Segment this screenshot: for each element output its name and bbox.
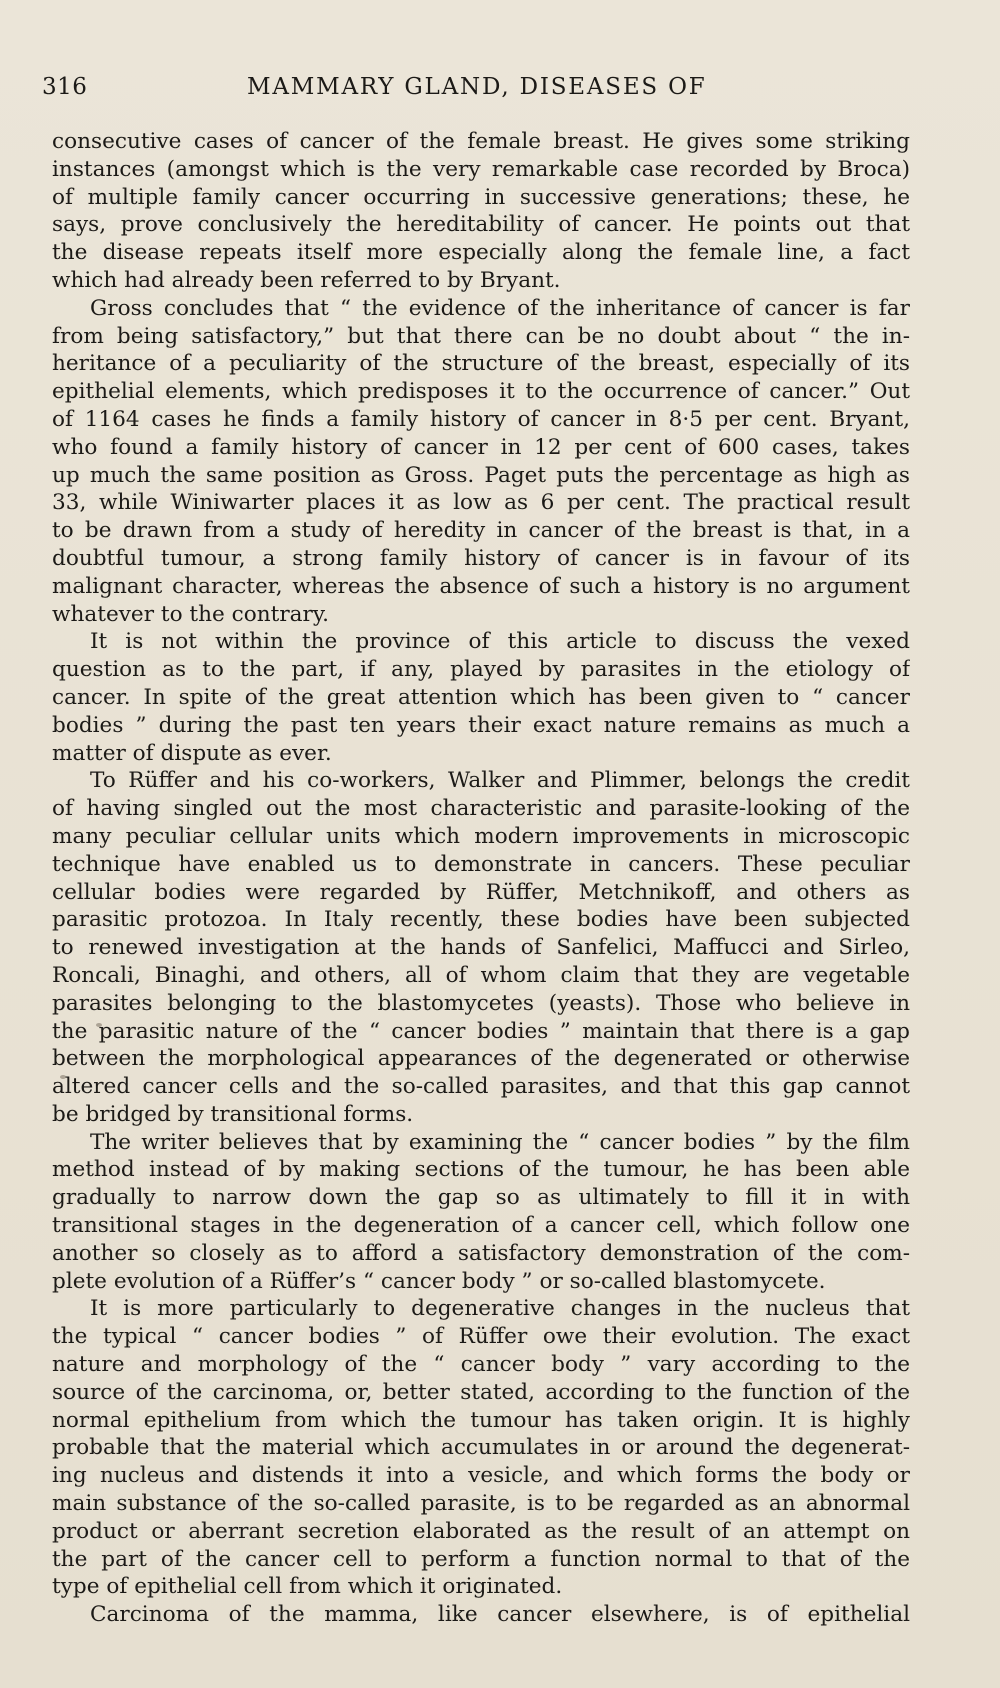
text-line: cellular bodies were regarded by Rüffer, Metchnikoff, and others as <box>52 879 910 905</box>
text-line: It is more particularly to degenerative changes in the nucleus that <box>90 1296 910 1322</box>
text-line: ing nucleus and distends it into a vesicle, and which forms the body or <box>52 1463 910 1489</box>
text-line: technique have enabled us to demonstrate in cancers. These peculiar <box>52 851 910 877</box>
text-line: up much the same position as Gross. Paget puts the percentage as high as <box>52 462 910 488</box>
text-line: the parasitic nature of the “ cancer bodies ” maintain that there is a gap <box>52 1018 910 1044</box>
text-line: method instead of by making sections of the tumour, he has been able <box>52 1157 910 1183</box>
text-line: the part of the cancer cell to perform a function normal to that of the <box>52 1546 910 1572</box>
text-line: another so closely as to afford a satisfactory demonstration of the com- <box>52 1240 910 1266</box>
text-line: question as to the part, if any, played by parasites in the etiology of <box>52 657 910 683</box>
page-number: 316 <box>42 74 88 100</box>
text-line: 33, while Winiwarter places it as low as 6 per cent. The practical result <box>52 490 910 516</box>
text-line: the disease repeats itself more especially along the female line, a fact <box>52 240 910 266</box>
text-line: of multiple family cancer occurring in successive generations; these, he <box>52 184 910 210</box>
text-line: type of epithelial cell from which it originated. <box>52 1574 563 1600</box>
text-line: parasites belonging to the blastomycetes (yeasts). Those who believe in <box>52 990 910 1016</box>
text-line: source of the carcinoma, or, better stated, according to the function of the <box>52 1379 910 1405</box>
page-header <box>42 74 922 114</box>
ink-spot <box>96 1023 102 1027</box>
text-line: To Rüffer and his co-workers, Walker and Plimmer, belongs the credit <box>90 768 910 794</box>
text-line: to renewed investigation at the hands of Sanfelici, Maffucci and Sirleo, <box>52 935 910 961</box>
text-line: nature and morphology of the “ cancer body ” vary according to the <box>52 1352 910 1378</box>
text-line: whatever to the contrary. <box>52 601 330 627</box>
text-line: doubtful tumour, a strong family history of cancer is in favour of its <box>52 545 910 571</box>
text-line: to be drawn from a study of heredity in cancer of the breast is that, in a <box>52 518 910 544</box>
ink-spot <box>60 1075 66 1079</box>
text-line: normal epithelium from which the tumour has taken origin. It is highly <box>52 1407 910 1433</box>
text-line: of 1164 cases he finds a family history of cancer in 8·5 per cent. Bryant, <box>52 406 910 432</box>
text-line: between the morphological appearances of the degenerated or otherwise <box>52 1046 910 1072</box>
text-line: malignant character, whereas the absence of such a history is no argument <box>52 573 910 599</box>
body-text <box>52 128 910 1629</box>
text-line: which had already been referred to by Bryant. <box>52 267 561 293</box>
text-line: who found a family history of cancer in 12 per cent of 600 cases, takes <box>52 434 910 460</box>
text-line: parasitic protozoa. In Italy recently, these bodies have been subjected <box>52 907 910 933</box>
text-line: consecutive cases of cancer of the female breast. He gives some striking <box>52 129 910 154</box>
text-line: probable that the material which accumulates in or around the degenerat- <box>52 1435 910 1461</box>
text-line: plete evolution of a Rüffer’s “ cancer body ” or so-called blastomycete. <box>52 1268 826 1294</box>
text-line: the typical “ cancer bodies ” of Rüffer owe their evolution. The exact <box>52 1324 910 1350</box>
text-line: Roncali, Binaghi, and others, all of whom claim that they are vegetable <box>52 962 910 988</box>
text-line: Gross concludes that “ the evidence of the inheritance of cancer is far <box>90 295 910 321</box>
text-line: bodies ” during the past ten years their exact nature remains as much a <box>52 712 910 738</box>
text-line: epithelial elements, which predisposes it to the occurrence of cancer.” Out <box>52 379 910 405</box>
text-line: be bridged by transitional forms. <box>52 1101 414 1127</box>
text-line: cancer. In spite of the great attention which has been given to “ cancer <box>52 684 910 710</box>
text-line: heritance of a peculiarity of the structure of the breast, especially of its <box>52 351 910 377</box>
text-line: altered cancer cells and the so-called parasites, and that this gap cannot <box>52 1074 910 1100</box>
text-line: gradually to narrow down the gap so as ultimately to fill it in with <box>52 1185 910 1211</box>
text-line: transitional stages in the degeneration of a cancer cell, which follow one <box>52 1213 910 1239</box>
text-line: instances (amongst which is the very remarkable case recorded by Broca) <box>52 156 910 182</box>
text-line: The writer believes that by examining the “ cancer bodies ” by the film <box>90 1129 910 1155</box>
text-line: says, prove conclusively the hereditability of cancer. He points out that <box>52 212 910 238</box>
text-line: It is not within the province of this article to discuss the vexed <box>90 629 910 655</box>
text-line: matter of dispute as ever. <box>52 740 332 766</box>
text-line: many peculiar cellular units which modern improvements in microscopic <box>52 823 910 849</box>
text-line: Carcinoma of the mamma, like cancer elsewhere, is of epithelial <box>90 1602 910 1628</box>
running-head: MAMMARY GLAND, DISEASES OF <box>247 74 707 100</box>
text-line: from being satisfactory,” but that there can be no doubt about “ the in- <box>52 323 910 349</box>
text-line: of having singled out the most characteristic and parasite-looking of the <box>52 796 910 822</box>
text-line: product or aberrant secretion elaborated as the result of an attempt on <box>52 1518 910 1544</box>
text-line: main substance of the so-called parasite, is to be regarded as an abnormal <box>52 1491 910 1517</box>
